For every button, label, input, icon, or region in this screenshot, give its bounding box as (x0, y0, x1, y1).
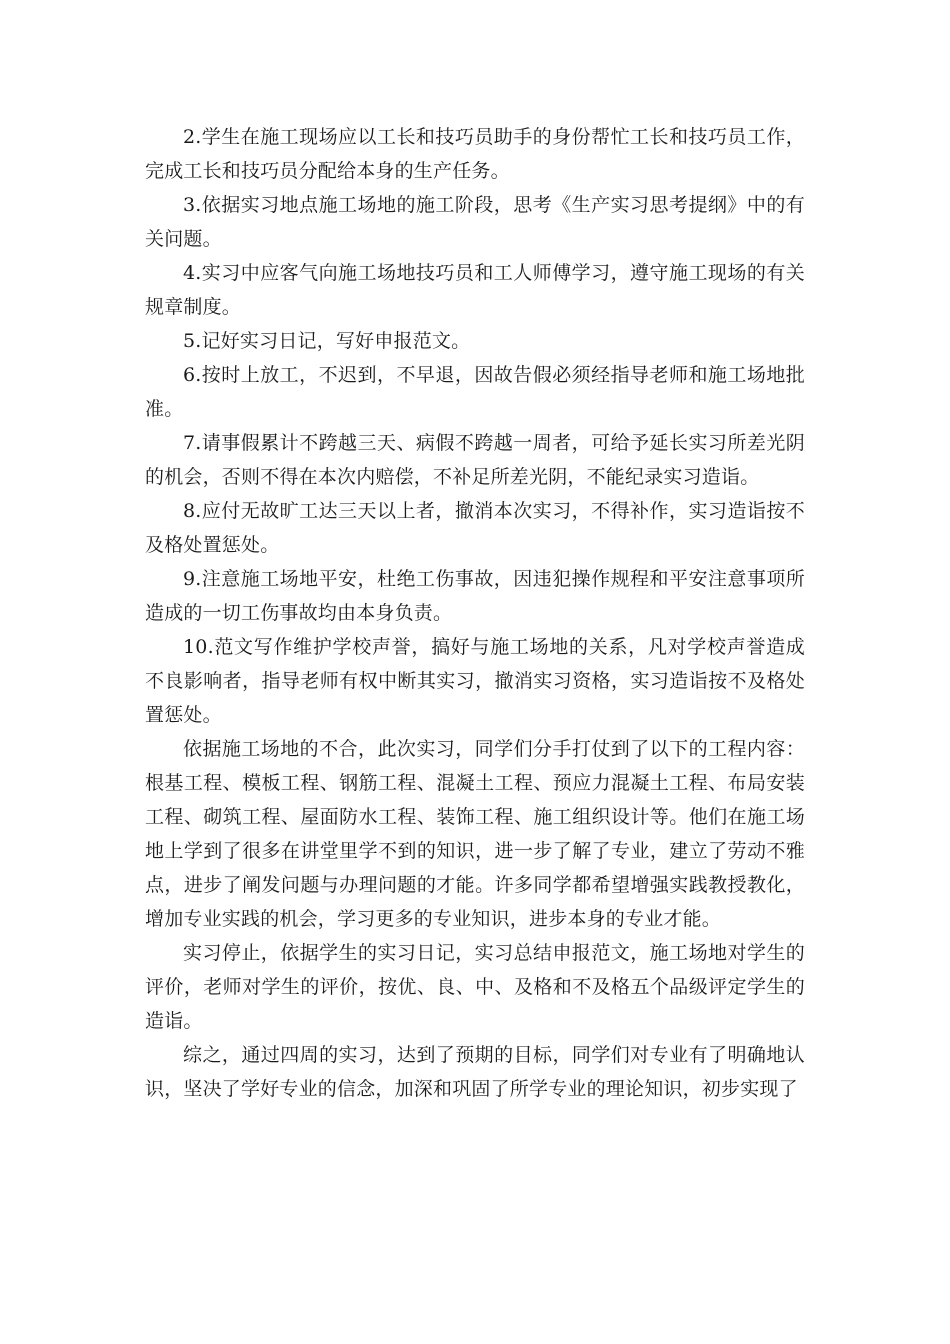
paragraph-rule-8: 8.应付无故旷工达三天以上者，撤消本次实习，不得补作，实习造诣按不及格处置惩处。 (145, 500, 805, 556)
paragraph-summary: 综之，通过四周的实习，达到了预期的目标，同学们对专业有了明确地认识，坚决了学好专业的信念，加深和巩固了所学专业的理论知识，初步实现了 (145, 1044, 805, 1100)
paragraph-evaluation: 实习停止，依据学生的实习日记，实习总结申报范文，施工场地对学生的评价，老师对学生的评价，按优、良、中、及格和不及格五个品级评定学生的造诣。 (145, 942, 805, 1032)
paragraph-rule-2: 2.学生在施工现场应以工长和技巧员助手的身份帮忙工长和技巧员工作，完成工长和技巧员分配给本身的生产任务。 (145, 126, 805, 182)
paragraph-rule-7: 7.请事假累计不跨越三天、病假不跨越一周者，可给予延长实习所差光阴的机会，否则不得在本次内赔偿，不补足所差光阴，不能纪录实习造诣。 (145, 432, 805, 488)
paragraph-engineering-content: 依据施工场地的不合，此次实习，同学们分手打仗到了以下的工程内容：根基工程、模板工程、钢筋工程、混凝土工程、预应力混凝土工程、布局安装工程、砌筑工程、屋面防水工程、装饰工程、施工组织设计等。他们在施工场地上学到了很多在讲堂里学不到的知识，进一步了解了专业，建立了劳动不雅点，进步了阐发问题与办理问题的才能。许多同学都希望增强实践教授教化，增加专业实践的机会，学习更多的专业知识，进步本身的专业才能。 (145, 738, 805, 930)
document-body (145, 120, 805, 1106)
paragraph-rule-5: 5.记好实习日记，写好申报范文。 (183, 330, 471, 352)
paragraph-rule-10: 10.范文写作维护学校声誉，搞好与施工场地的关系，凡对学校声誉造成不良影响者，指导老师有权中断其实习，撤消实习资格，实习造诣按不及格处置惩处。 (145, 636, 805, 726)
paragraph-rule-6: 6.按时上放工，不迟到，不早退，因故告假必须经指导老师和施工场地批准。 (145, 364, 805, 420)
paragraph-rule-3: 3.依据实习地点施工场地的施工阶段，思考《生产实习思考提纲》中的有关问题。 (145, 194, 805, 250)
paragraph-rule-9: 9.注意施工场地平安，杜绝工伤事故，因违犯操作规程和平安注意事项所造成的一切工伤事故均由本身负责。 (145, 568, 805, 624)
paragraph-rule-4: 4.实习中应客气向施工场地技巧员和工人师傅学习，遵守施工现场的有关规章制度。 (145, 262, 805, 318)
